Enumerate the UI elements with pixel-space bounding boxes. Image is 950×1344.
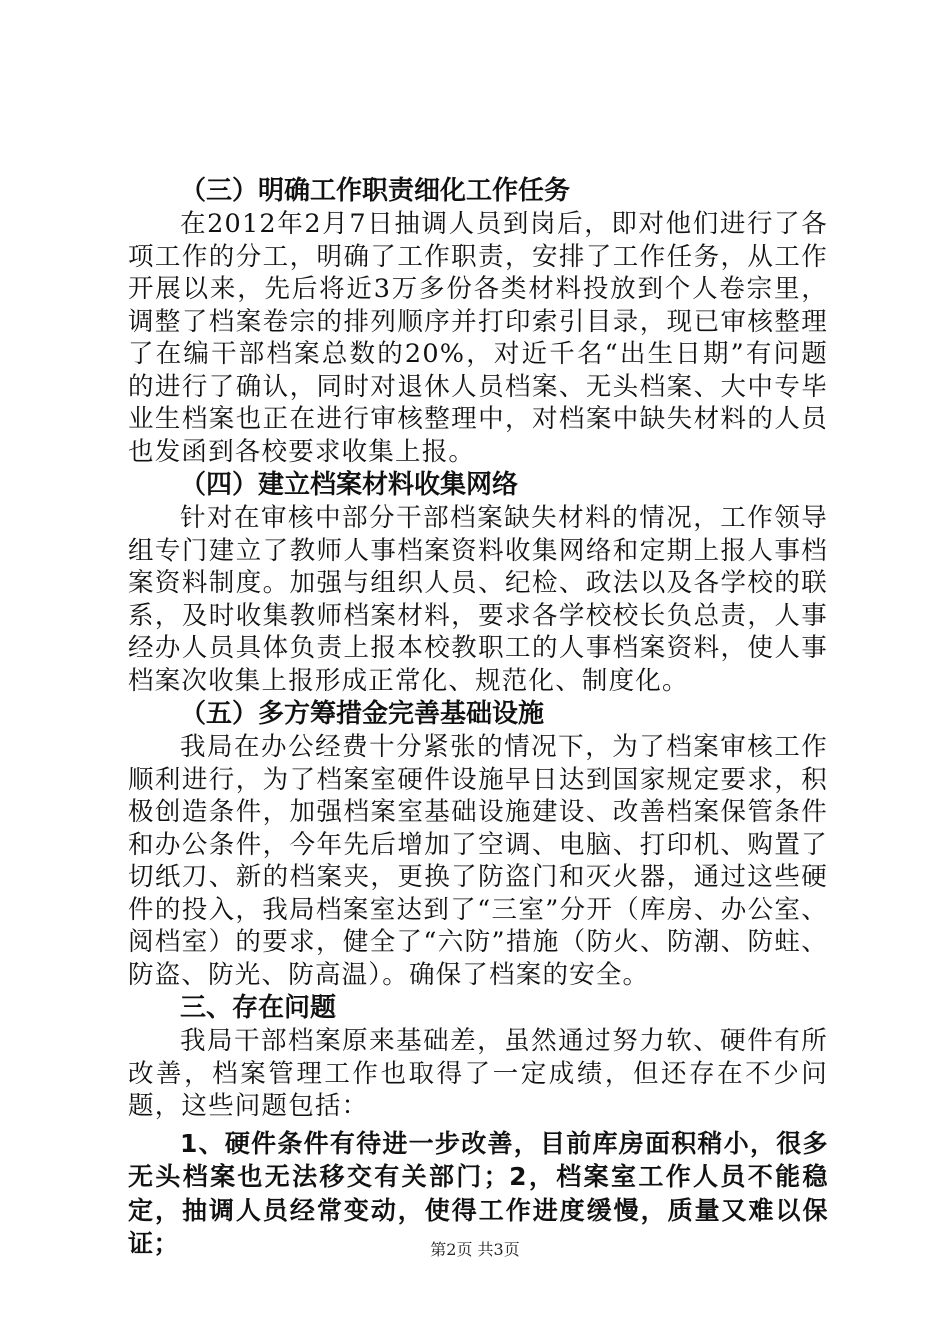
section-heading-3: （三）明确工作职责细化工作任务 (180, 176, 571, 206)
chapter-heading-issues: 三、存在问题 (180, 993, 337, 1023)
body-paragraph: 我局干部档案原来基础差，虽然通过努力软、硬件有所改善，档案管理工作也取得了一定成绩，但还存在不少问题，这些问题包括： (128, 1026, 828, 1121)
bold-paragraph: 1、硬件条件有待进一步改善，目前库房面积稍小，很多无头档案也无法移交有关部门；2，档案室工作人员不能稳定，抽调人员经常变动，使得工作进度缓慢，质量又难以保证； (128, 1128, 828, 1258)
body-paragraph: 针对在审核中部分干部档案缺失材料的情况，工作领导组专门建立了教师人事档案资料收集网络和定期上报人事档案资料制度。加强与组织人员、纪检、政法以及各学校的联系，及时收集教师档案材料，要求各学校校长负总责，人事经办人员具体负责上报本校教职工的人事档案资料，使人事档案次收集上报形成正常化、规范化、制度化。 (128, 503, 828, 696)
body-paragraph: 在2012年2月7日抽调人员到岗后，即对他们进行了各项工作的分工，明确了工作职责，安排了工作任务，从工作开展以来，先后将近3万多份各类材料投放到个人卷宗里，调整了档案卷宗的排列顺序并打印索引目录，现已审核整理了在编干部档案总数的20%，对近千名“出生日期”有问题的进行了确认，同时对退休人员档案、无头档案、大中专毕业生档案也正在进行审核整理中，对档案中缺失材料的人员也发函到各校要求收集上报。 (128, 209, 828, 467)
section-heading-4: （四）建立档案材料收集网络 (180, 470, 519, 500)
body-paragraph: 我局在办公经费十分紧张的情况下，为了档案审核工作顺利进行，为了档案室硬件设施早日达到国家规定要求，积极创造条件，加强档案室基础设施建设、改善档案保管条件和办公条件，今年先后增加了空调、电脑、打印机、购置了切纸刀、新的档案夹，更换了防盗门和灭火器，通过这些硬件的投入，我局档案室达到了“三室”分开（库房、办公室、阅档室）的要求，健全了“六防”措施（防火、防潮、防蛀、防盗、防光、防高温）。确保了档案的安全。 (128, 732, 828, 990)
page-footer: 第2页 共3页 (430, 1240, 520, 1259)
section-heading-5: （五）多方筹措金完善基础设施 (180, 699, 545, 729)
document-body (128, 174, 828, 1261)
